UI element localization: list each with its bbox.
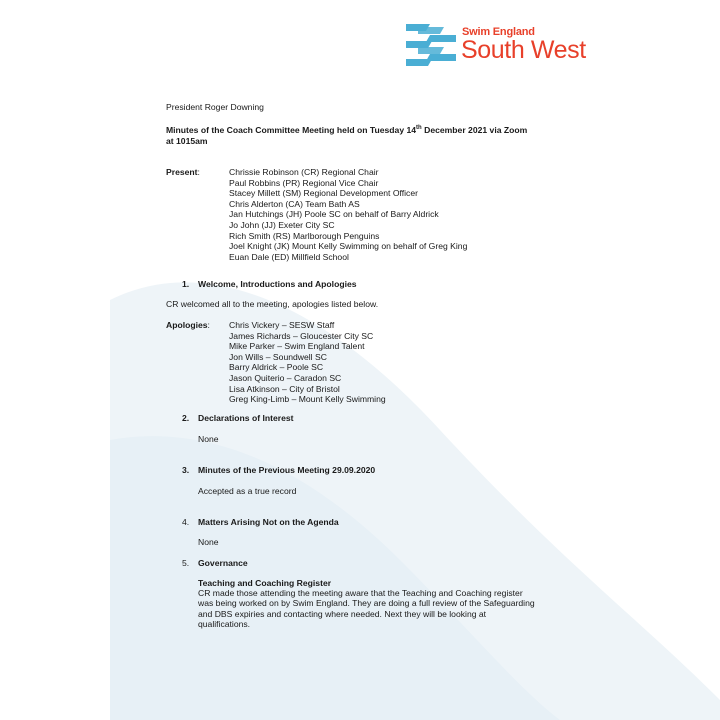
section-5-heading: Governance: [198, 558, 248, 568]
logo-top-text: Swim England: [462, 26, 535, 38]
list-item: Greg King-Limb – Mount Kelly Swimming: [229, 394, 386, 405]
section-3-number: 3.: [182, 465, 190, 475]
apologies-label: Apologies:: [166, 320, 210, 330]
list-item: Chris Vickery – SESW Staff: [229, 320, 335, 330]
list-item: Jan Hutchings (JH) Poole SC on behalf of Barry Aldrick: [229, 209, 439, 220]
apologies-list: [229, 320, 386, 405]
list-item: Joel Knight (JK) Mount Kelly Swimming on behalf of Greg King: [229, 241, 468, 252]
section-4-heading: Matters Arising Not on the Agenda: [198, 517, 339, 527]
section-2-heading: Declarations of Interest: [198, 413, 294, 423]
president-line: President Roger Downing: [166, 102, 264, 112]
wave-logo-icon: [404, 22, 458, 68]
list-item: Jo John (JJ) Exeter City SC: [229, 219, 335, 230]
paragraph-line: was being worked on by Swim England. They are doing a full review of the Safeguarding: [198, 598, 535, 609]
section-1-heading: Welcome, Introductions and Apologies: [198, 279, 357, 289]
section-3-heading: Minutes of the Previous Meeting 29.09.2020: [198, 465, 376, 475]
list-item: Mike Parker – Swim England Talent: [229, 341, 365, 352]
section-2-body: None: [198, 434, 219, 444]
swim-england-logo: [404, 20, 604, 70]
section-1-number: 1.: [182, 279, 190, 289]
paragraph-line: CR made those attending the meeting aware that the Teaching and Coaching register: [198, 588, 523, 598]
paragraph-line: and DBS expiries and contacting where needed. Next they will be looking at: [198, 608, 487, 619]
list-item: Chrissie Robinson (CR) Regional Chair: [229, 167, 379, 177]
document-title-line2: at 1015am: [166, 136, 208, 146]
list-item: Rich Smith (RS) Marlborough Penguins: [229, 230, 380, 241]
list-item: Jon Wills – Soundwell SC: [229, 351, 327, 362]
list-item: Jason Quiterio – Caradon SC: [229, 372, 342, 383]
paragraph-line: qualifications.: [198, 619, 251, 630]
list-item: James Richards – Gloucester City SC: [229, 330, 374, 341]
present-list: [229, 167, 467, 262]
list-item: Paul Robbins (PR) Regional Vice Chair: [229, 177, 379, 188]
section-5-number: 5.: [182, 558, 190, 568]
section-1-text: CR welcomed all to the meeting, apologies listed below.: [166, 299, 379, 309]
document-title-line1: Minutes of the Coach Committee Meeting held on Tuesday 14th December 2021 via Zoom: [166, 125, 528, 135]
tcr-heading: Teaching and Coaching Register: [198, 578, 332, 588]
tcr-paragraph: [198, 588, 558, 630]
list-item: Chris Alderton (CA) Team Bath AS: [229, 198, 360, 209]
section-2-number: 2.: [182, 413, 190, 423]
logo-main-text: South West: [461, 36, 586, 64]
list-item: Barry Aldrick – Poole SC: [229, 362, 324, 373]
section-4-body: None: [198, 537, 219, 547]
list-item: Euan Dale (ED) Millfield School: [229, 251, 349, 262]
section-4-number: 4.: [182, 517, 190, 527]
list-item: Stacey Millett (SM) Regional Development Officer: [229, 188, 418, 199]
present-label: Present:: [166, 167, 200, 177]
list-item: Lisa Atkinson – City of Bristol: [229, 383, 340, 394]
section-3-body: Accepted as a true record: [198, 486, 297, 496]
